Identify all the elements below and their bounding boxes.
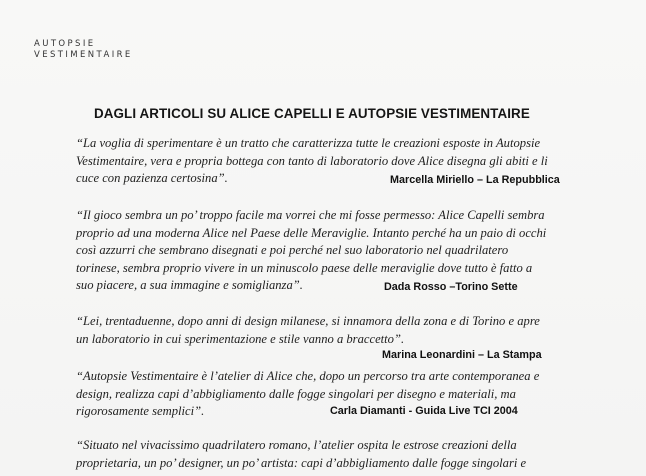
quote-line: “Situato nel vivacissimo quadrilatero romano, l’atelier ospita le estrose creazioni della bbox=[76, 438, 517, 452]
quote-guida-tci bbox=[76, 368, 624, 421]
brand-line-1: AUTOPSIE bbox=[34, 39, 96, 49]
quote-line: “Il gioco sembra un po’ troppo facile ma vorrei che mi fosse permesso: Alice Capelli sembra bbox=[76, 208, 545, 222]
quote-line: “La voglia di sperimentare è un tratto che caratterizza tutte le creazioni esposte in Autopsie bbox=[76, 136, 541, 150]
quote-line: proprietaria, un po’ designer, un po’ artista: capi d’abbigliamento dalle fogge singolari e bbox=[76, 455, 527, 470]
quote-line: “Lei, trentaduenne, dopo anni di design milanese, si innamora della zona e di Torino e apre bbox=[76, 314, 540, 328]
quote-torino-sette bbox=[76, 207, 624, 295]
quote-repubblica bbox=[76, 135, 624, 188]
quote-author: Marina Leonardini – La Stampa bbox=[382, 349, 542, 361]
quote-line: Vestimentaire, vera e propria bottega con tanto di laboratorio dove Alice disegna gli abiti e li bbox=[76, 153, 548, 168]
brand-logo bbox=[34, 39, 133, 61]
quote-author: Dada Rosso –Torino Sette bbox=[384, 281, 518, 293]
quote-line: cuce con pazienza certosina”. bbox=[76, 171, 228, 185]
quote-author: Carla Diamanti - Guida Live TCI 2004 bbox=[330, 405, 518, 417]
quote-line: torinese, sembra proprio vivere in un minuscolo paese delle meraviglie dove tutto è fatto a bbox=[76, 260, 533, 275]
quote-line: design, realizza capi d’abbigliamento dalle fogge singolari per disegno e materiali, ma bbox=[76, 386, 516, 401]
quote-author: Marcella Miriello – La Repubblica bbox=[390, 174, 560, 186]
quote-line: così azzurri che sembrano disegnati e poi perché nel suo laboratorio nel quadrilatero bbox=[76, 243, 509, 257]
page-title: DAGLI ARTICOLI SU ALICE CAPELLI E AUTOPSIE VESTIMENTAIRE bbox=[94, 106, 530, 121]
quote-line: rigorosamente semplici”. bbox=[76, 404, 205, 418]
quote-la-stampa bbox=[76, 313, 624, 361]
quote-line: proprio ad una moderna Alice nel Paese delle Meraviglie. Intanto perché ha un paio di occhi bbox=[76, 225, 547, 240]
quote-line: un laboratorio in cui sperimentazione e stile vanno a braccetto”. bbox=[76, 331, 405, 346]
quote-line: “Autopsie Vestimentaire è l’atelier di Alice che, dopo un percorso tra arte contemporanea e bbox=[76, 369, 540, 383]
quote-roma bbox=[76, 437, 624, 472]
brand-line-2: VESTIMENTAIRE bbox=[34, 50, 133, 60]
quote-line: suo piacere, a sua immagine e somiglianza”. bbox=[76, 278, 303, 292]
